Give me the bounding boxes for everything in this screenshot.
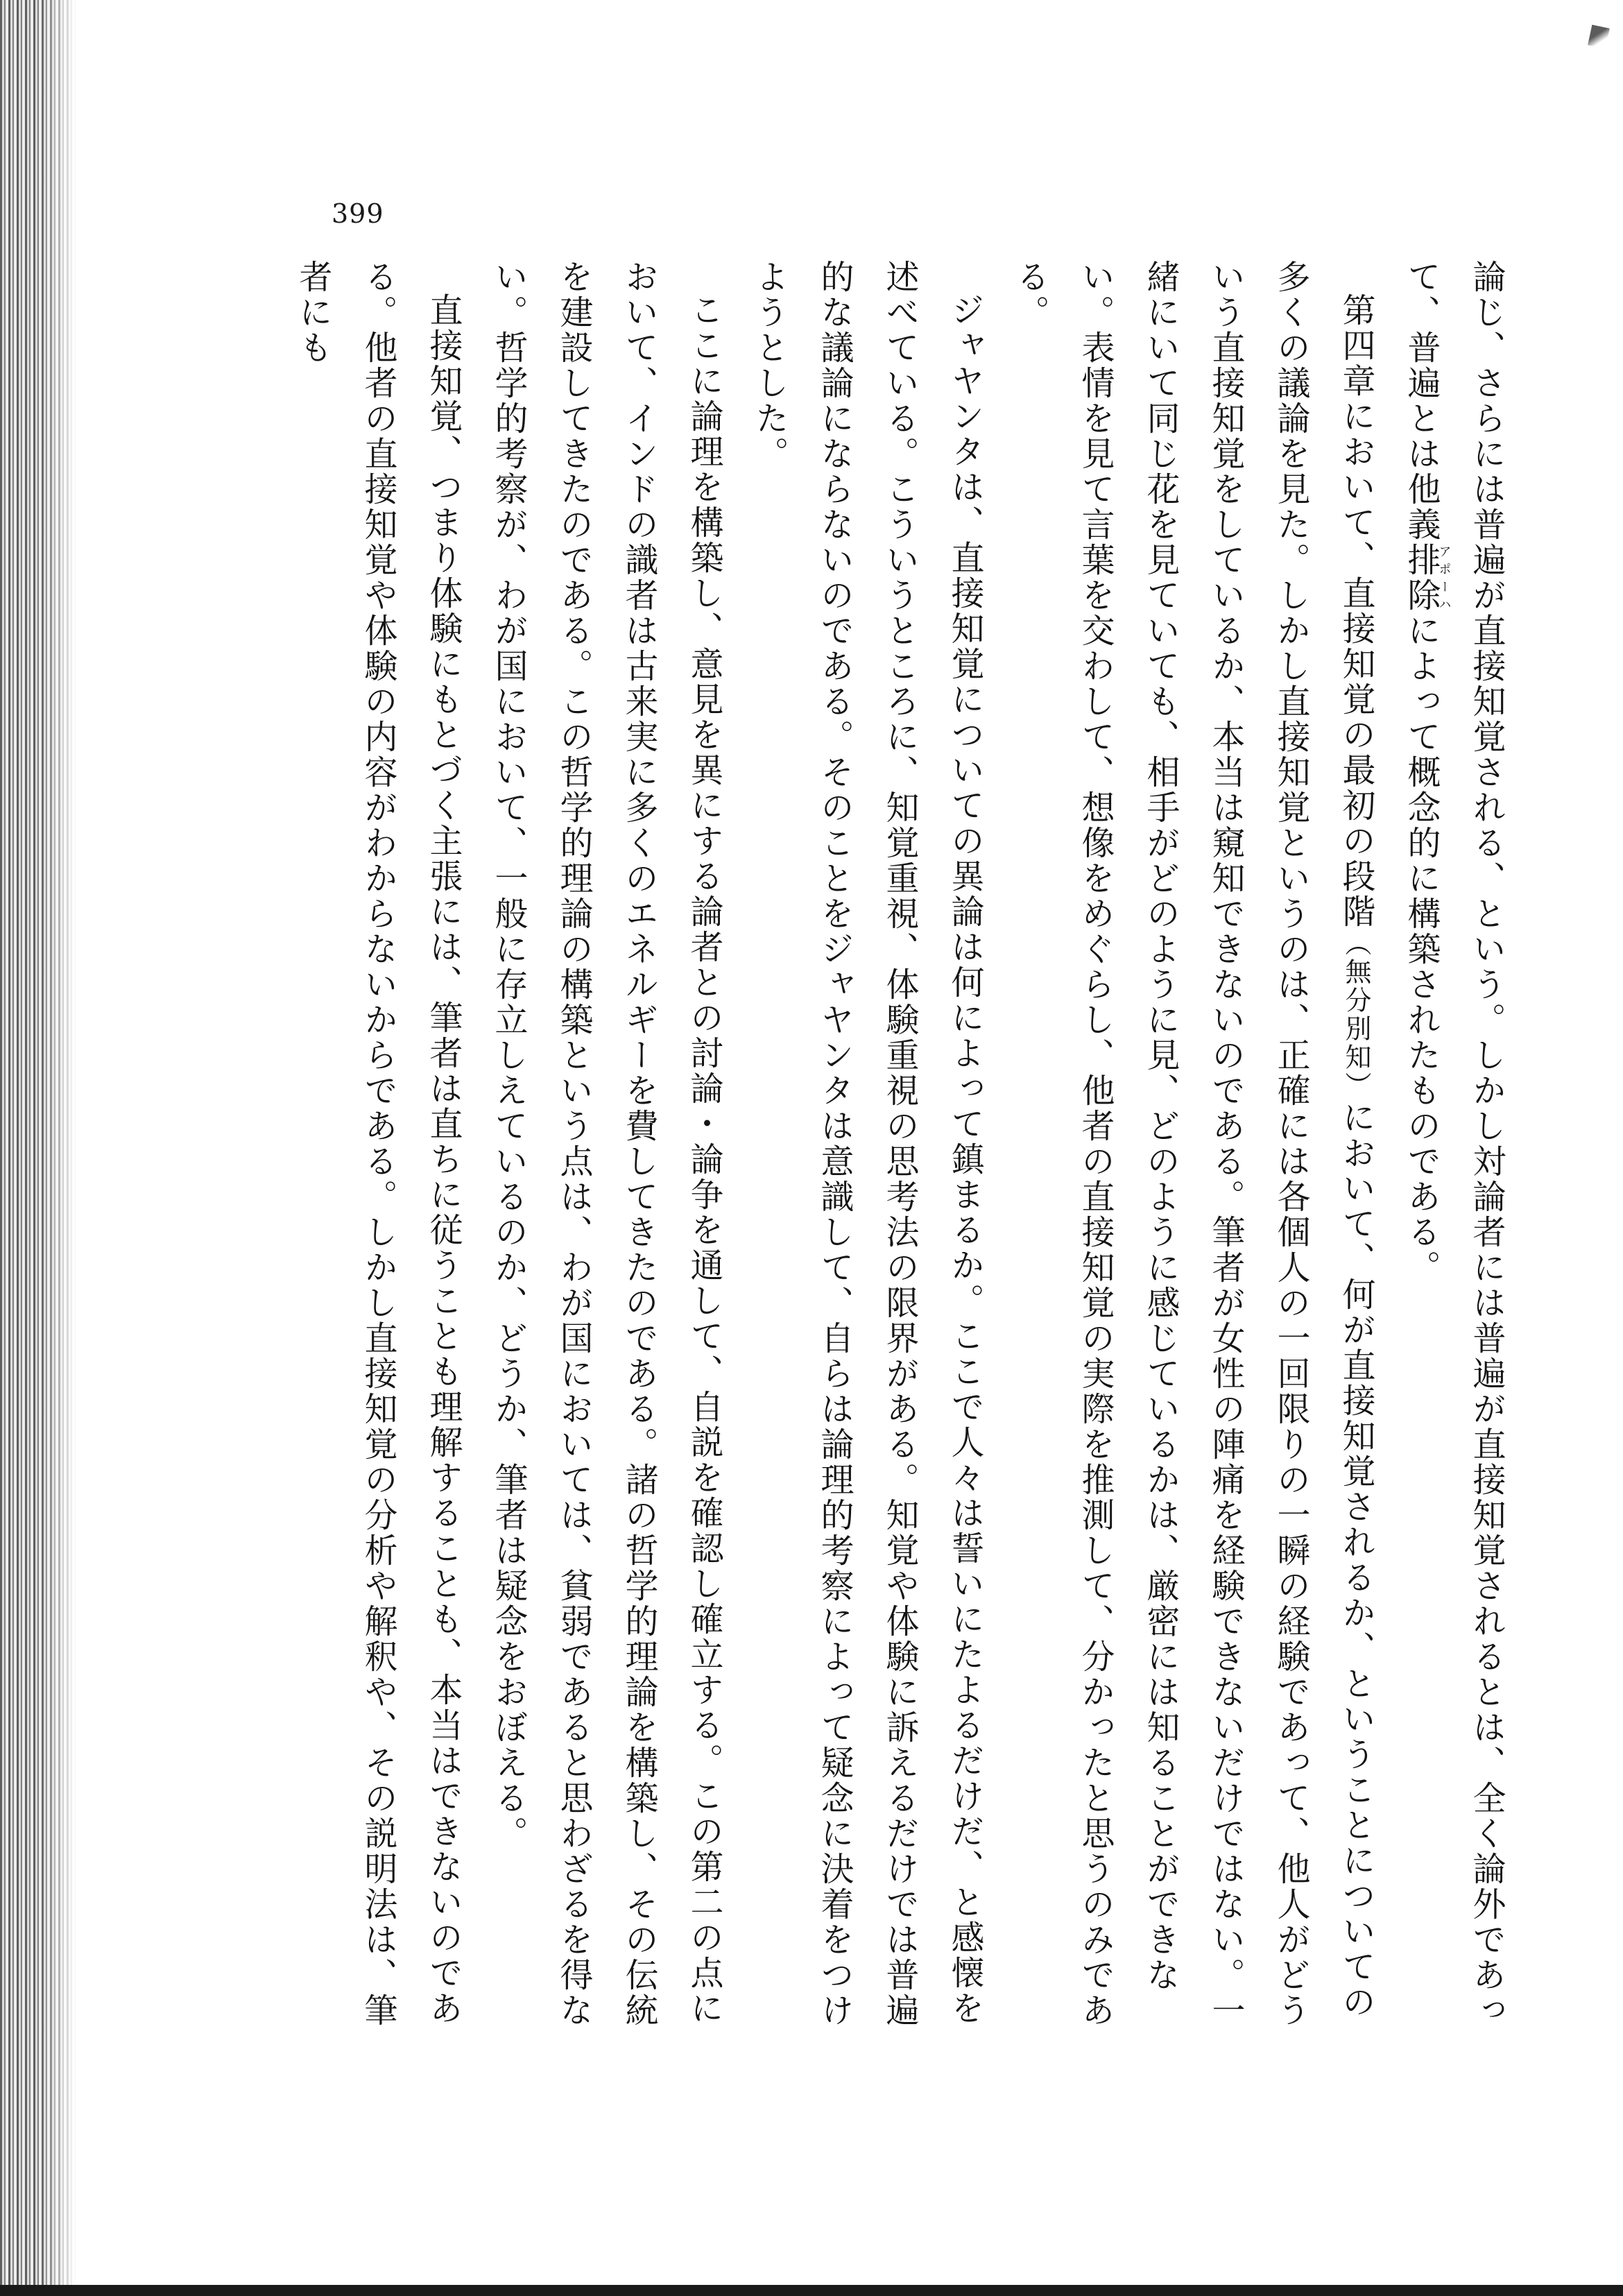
scan-corner-mark — [1588, 25, 1610, 49]
scan-gutter-fade — [40, 0, 76, 2296]
scan-bottom-edge — [0, 2285, 1623, 2296]
text-segment: において、何が直接知覚されるか、ということについての多くの議論を見た。しかし直接知覚というのは、正確には各個人の一回限りの一瞬の経験であって、他人がどういう直接知覚をしているか、本当は窺知できないのである。筆者が女性の陣痛を経験できないだけではない。一緒にいて同じ花を見ていても、相手がどのように見、どのように感じているかは、厳密には知ることができない。表情を見て言葉を交わして、想像をめぐらし、他者の直接知覚の実際を推測して、分かったと思うのみである。 — [1011, 259, 1375, 2028]
parenthetical-note: （無分別知） — [1341, 929, 1371, 1100]
text-segment: 論じ、さらには普遍が直接知覚される、という。しかし対論者には普遍が直接知覚されるとは、全く論外であって、普遍とは他義 — [1402, 259, 1506, 2028]
paragraph — [737, 259, 997, 2035]
paragraph — [280, 259, 476, 2035]
text-segment: ここに論理を構築し、意見を異にする論者との討論・論争を通して、自説を確認し確立する。この第二の点において、インドの識者は古来実に多くのエネルギーを費してきたのである。諸の哲学的理論を構築し、その伝統を建設してきたのである。この哲学的理論の構築という点は、わが国においては、貧弱であると思わざるを得ない。哲学的考察が、わが国において、一般に存立しえているのか、どうか、筆者は疑念をおぼえる。 — [489, 259, 723, 2028]
text-segment: によって概念的に構築されたものである。 — [1402, 613, 1441, 1285]
text-segment: ジャヤンタは、直接知覚についての異論は何によって鎮まるか。ここで人々は誓いにたよるだけだ、と感懐を述べている。こういうところに、知覚重視、体験重視の思考法の限界がある。知覚や体験に訴えるだけでは普遍的な議論にならないのである。そのことをジャヤンタは意識して、自らは論理的考察によって疑念に決着をつけようとした。 — [750, 259, 984, 2028]
ruby-base: 排除 — [1402, 542, 1441, 613]
paragraph — [476, 259, 737, 2035]
paragraph — [997, 259, 1389, 2035]
body-text — [280, 259, 1519, 2035]
paragraph — [1389, 259, 1519, 2035]
text-segment: 直接知覚、つまり体験にもとづく主張には、筆者は直ちに従うことも理解することも、本当はできないのである。他者の直接知覚や体験の内容がわからないからである。しかし直接知覚の分析や解釈や、その説明法は、筆者にも — [293, 259, 463, 2028]
ruby-text: アポーハ — [1436, 542, 1452, 613]
ruby-annotation — [1402, 542, 1452, 613]
page-number: 399 — [332, 198, 384, 229]
text-segment: 第四章において、直接知覚の最初の段階 — [1337, 293, 1375, 929]
